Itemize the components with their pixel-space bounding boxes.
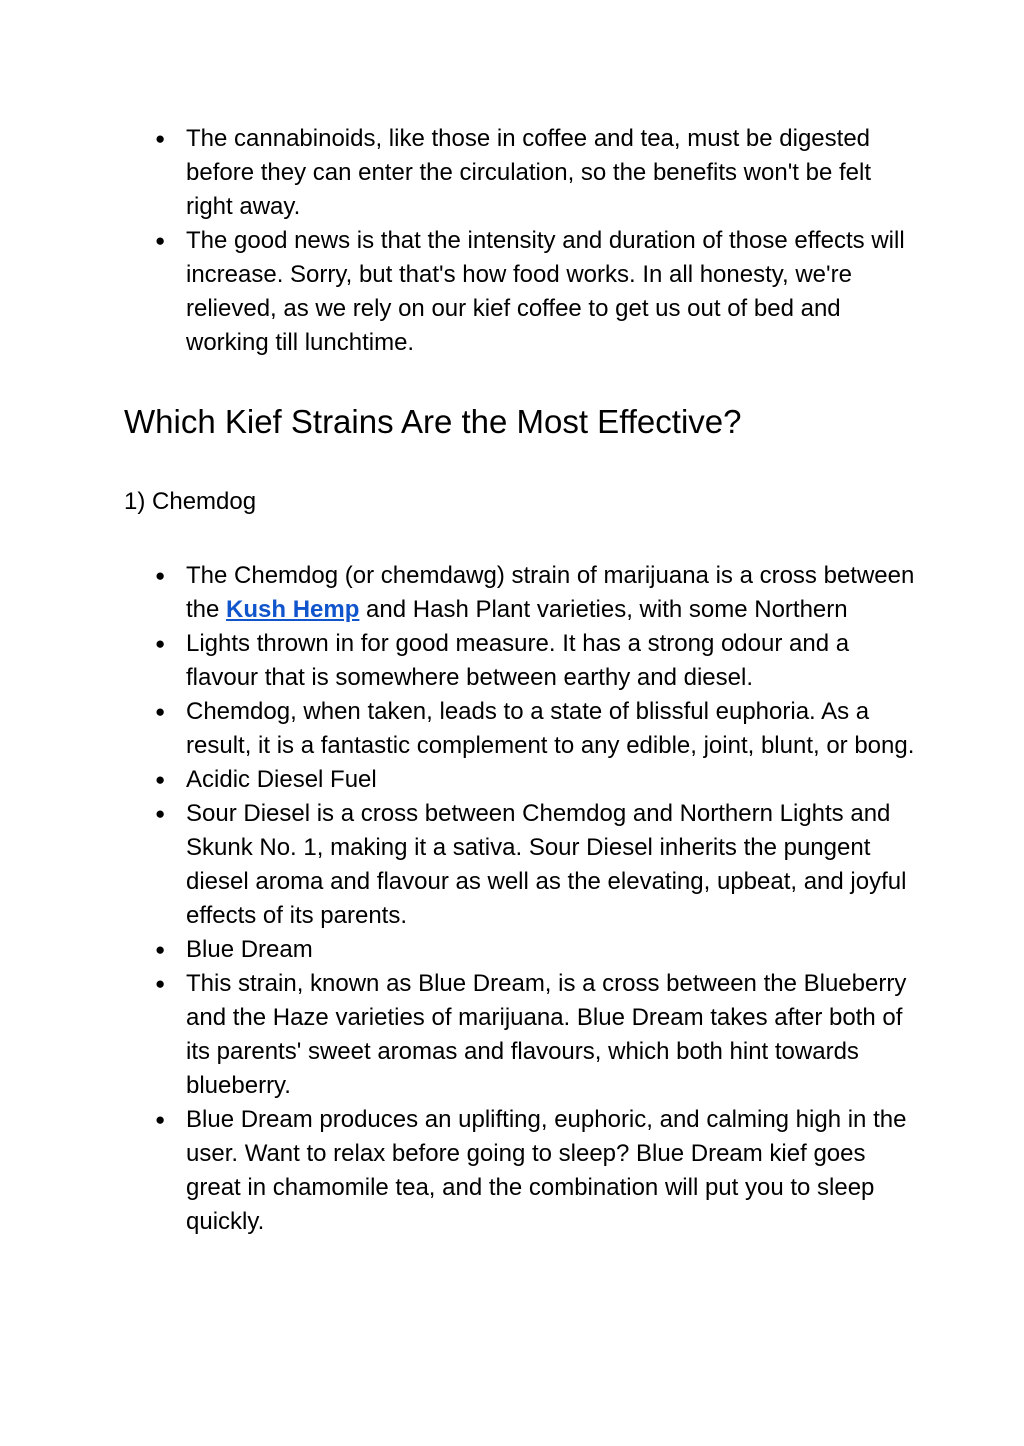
list-item	[155, 695, 915, 763]
bullet-icon: ●	[155, 974, 166, 993]
bullet-icon: ●	[155, 702, 166, 721]
bullet-icon: ●	[155, 231, 166, 250]
list-item-text: Acidic Diesel Fuel	[186, 766, 377, 793]
bullet-icon: ●	[155, 770, 166, 789]
list-item	[155, 797, 915, 933]
list-item-text: Blue Dream	[186, 936, 313, 963]
bullet-icon: ●	[155, 1110, 166, 1129]
bullet-icon: ●	[155, 804, 166, 823]
list-item-text: Blue Dream produces an uplifting, euphoric, and calming high in the user. Want to relax before going to sleep? Blue Dream kief goes great in chamomile tea, and the combination will put you to sleep quickly.	[186, 1106, 907, 1235]
strain-subheading: 1) Chemdog	[124, 488, 257, 515]
list-item	[155, 933, 915, 967]
list-item	[155, 559, 915, 627]
list-item	[155, 763, 915, 797]
bullet-icon: ●	[155, 566, 166, 585]
list-item-text: Lights thrown in for good measure. It has a strong odour and a flavour that is somewhere between earthy and diesel.	[186, 630, 850, 691]
list-item	[155, 627, 915, 695]
strain-bullet-list	[155, 559, 915, 1239]
bullet-icon: ●	[155, 129, 166, 148]
list-item-text: This strain, known as Blue Dream, is a cross between the Blueberry and the Haze varieties of marijuana. Blue Dream takes after both of its parents' sweet aromas and flavours, which both hint towards blueberry.	[186, 970, 907, 1099]
list-item-text: The Chemdog (or chemdawg) strain of marijuana is a cross between the	[186, 562, 915, 623]
list-item-text: and Hash Plant varieties, with some Northern	[359, 596, 848, 623]
bullet-icon: ●	[155, 634, 166, 653]
list-item	[155, 967, 915, 1103]
kush-hemp-link[interactable]: Kush Hemp	[226, 596, 360, 623]
list-item	[155, 224, 915, 360]
intro-bullet-list	[155, 122, 915, 360]
list-item	[155, 1103, 915, 1239]
list-item-text: Chemdog, when taken, leads to a state of blissful euphoria. As a result, it is a fantastic complement to any edible, joint, blunt, or bong.	[186, 698, 915, 759]
bullet-icon: ●	[155, 940, 166, 959]
section-heading: Which Kief Strains Are the Most Effective?	[124, 403, 742, 440]
list-item-text: The good news is that the intensity and duration of those effects will increase. Sorry, but that's how food works. In all honesty, we're relieved, as we rely on our kief coffee to get us out of bed and working till lunchtime.	[186, 227, 905, 356]
list-item-text: Sour Diesel is a cross between Chemdog and Northern Lights and Skunk No. 1, making it a sativa. Sour Diesel inherits the pungent diesel aroma and flavour as well as the elevating, upbeat, and joyful effects of its parents.	[186, 800, 907, 929]
list-item-text: The cannabinoids, like those in coffee and tea, must be digested before they can enter the circulation, so the benefits won't be felt right away.	[186, 125, 871, 220]
list-item	[155, 122, 915, 224]
